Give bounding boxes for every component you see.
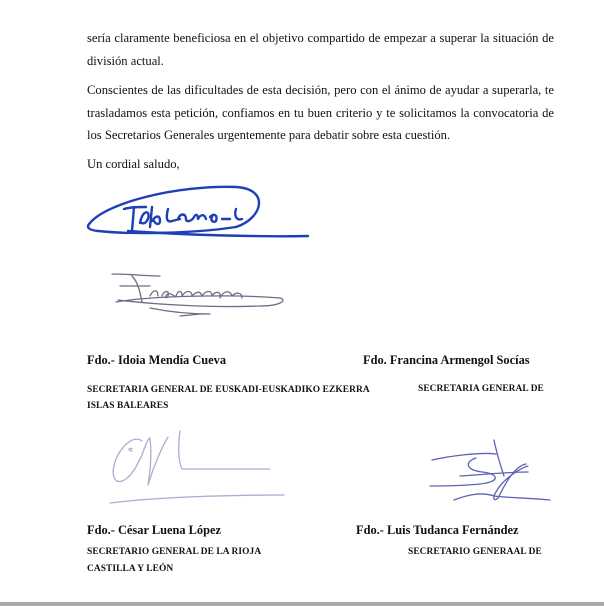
- signatory-role: SECRETARIA GENERAL DE EUSKADI-EUSKADIKO EZKERRA: [87, 385, 370, 395]
- signature-luis-tudanca-icon: [410, 436, 560, 506]
- signature-francina-armengol-icon: [110, 268, 290, 320]
- signatory-role: CASTILLA Y LEÓN: [87, 564, 174, 574]
- signatory-role: SECRETARIO GENERAL DE LA RIOJA: [87, 547, 262, 557]
- signature-idoia-mendia-icon: [86, 183, 311, 243]
- paragraph-2: Conscientes de las dificultades de esta decisión, pero con el ánimo de ayudar a superarla, te trasladamos esta petición, confiamos en tu buen criterio y te solicitamos la convocatoria de los Secretarios Generales urgentemente para debatir sobre esta cuestión.: [87, 83, 554, 142]
- signatory-name: Fdo. Francina Armengol Socías: [363, 353, 530, 367]
- signatory-name: Fdo.- César Luena López: [87, 523, 222, 537]
- signatory-name: Fdo.- Idoia Mendía Cueva: [87, 353, 227, 367]
- signatory-name: Fdo.- Luis Tudanca Fernández: [356, 523, 519, 537]
- signature-cesar-luena-icon: [98, 425, 288, 505]
- signatory-role: ISLAS BALEARES: [87, 401, 169, 411]
- closing-salutation: Un cordial saludo,: [87, 157, 180, 171]
- paragraph-1: sería claramente beneficiosa en el objetivo compartido de empezar a superar la situación de división actual.: [87, 31, 554, 68]
- signatory-role: SECRETARIA GENERAL DE: [418, 384, 544, 394]
- page-bottom-edge: [0, 602, 604, 606]
- signatory-role: SECRETARIO GENERAAL DE: [408, 547, 542, 557]
